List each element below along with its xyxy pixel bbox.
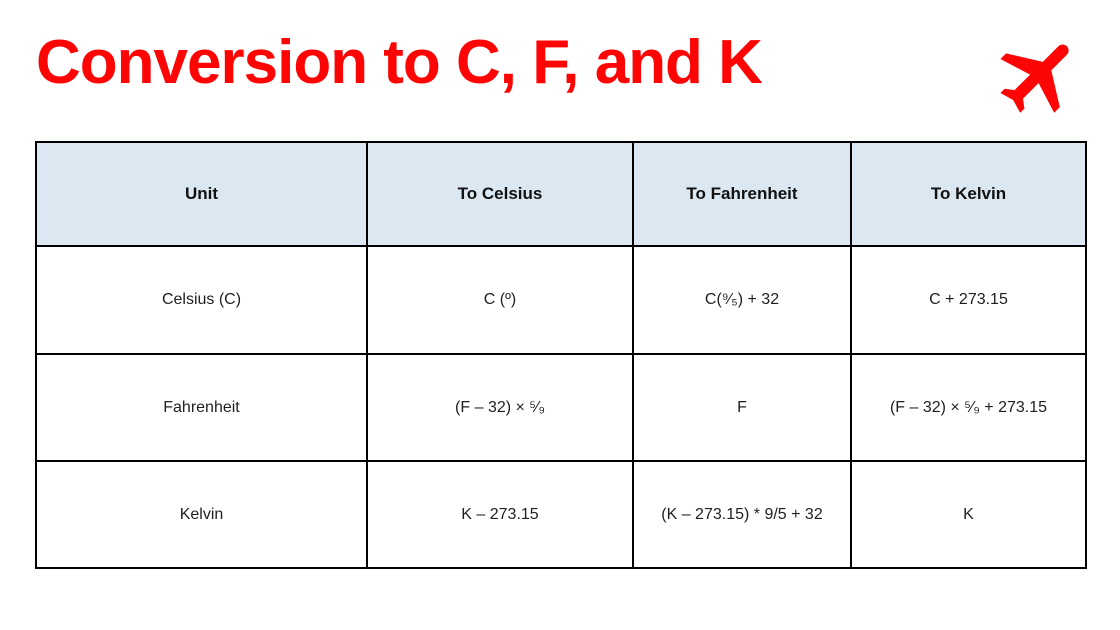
cell-fahrenheit-to-kelvin: (F – 32) × ⁵⁄₉ + 273.15 — [851, 354, 1086, 461]
column-header-to-kelvin: To Kelvin — [851, 142, 1086, 246]
table-row-kelvin — [36, 461, 1086, 568]
column-header-unit: Unit — [36, 142, 367, 246]
cell-kelvin-to-kelvin: K — [851, 461, 1086, 568]
table-row-celsius — [36, 246, 1086, 354]
cell-celsius-to-fahrenheit: C(⁹⁄₅) + 32 — [633, 246, 851, 354]
page-title: Conversion to C, F, and K — [36, 28, 762, 97]
airplane-icon — [972, 8, 1108, 144]
column-header-to-fahrenheit: To Fahrenheit — [633, 142, 851, 246]
cell-celsius-to-celsius: C (º) — [367, 246, 633, 354]
cell-kelvin-to-celsius: K – 273.15 — [367, 461, 633, 568]
cell-celsius-unit: Celsius (C) — [36, 246, 367, 354]
table-header-row — [36, 142, 1086, 246]
column-header-to-celsius: To Celsius — [367, 142, 633, 246]
cell-kelvin-to-fahrenheit: (K – 273.15) * 9/5 + 32 — [633, 461, 851, 568]
table-row-fahrenheit — [36, 354, 1086, 461]
cell-fahrenheit-unit: Fahrenheit — [36, 354, 367, 461]
cell-celsius-to-kelvin: C + 273.15 — [851, 246, 1086, 354]
cell-kelvin-unit: Kelvin — [36, 461, 367, 568]
cell-fahrenheit-to-celsius: (F – 32) × ⁵⁄₉ — [367, 354, 633, 461]
cell-fahrenheit-to-fahrenheit: F — [633, 354, 851, 461]
conversion-table — [35, 141, 1087, 569]
